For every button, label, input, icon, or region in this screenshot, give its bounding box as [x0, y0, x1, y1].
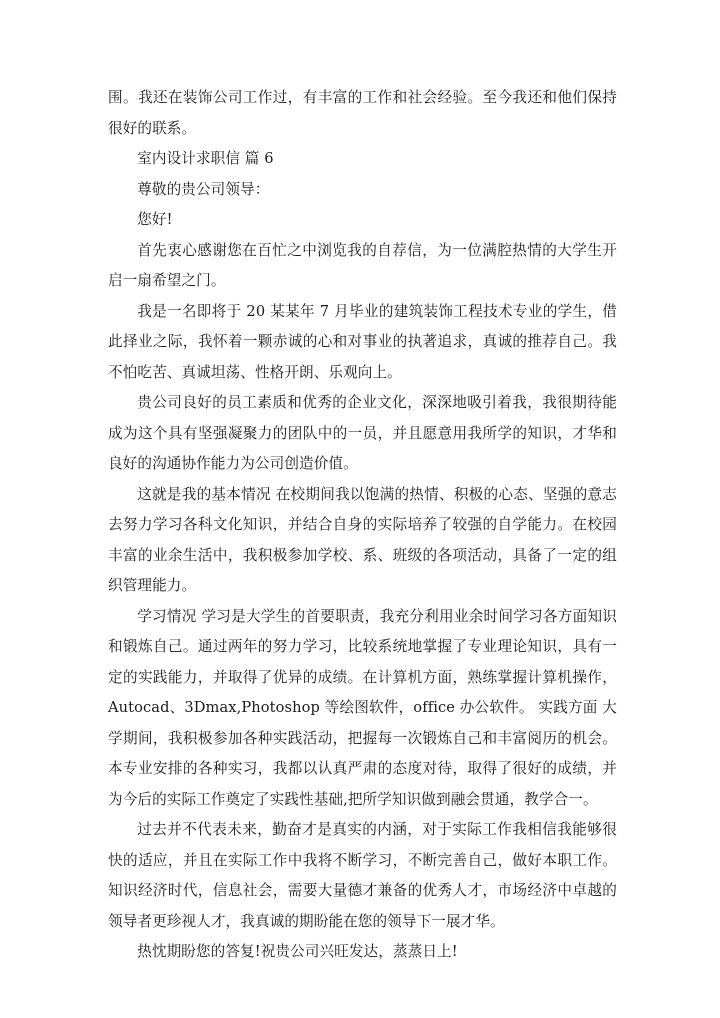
paragraph-study: 学习情况 学习是大学生的首要职责，我充分利用业余时间学习各方面知识和锻炼自己。通过两年的努力学习，比较系统地掌握了专业理论知识，具有一定的实践能力，并取得了优异的成绩。在计算机方面，熟练掌握计算机操作，Autocad、3Dmax,Photoshop 等绘图软件，office 办公软件。 实践方面 大学期间，我积极参加各种实践活动，把握每一次锻炼自己和丰富阅历的机会。本专业安排的各种实习，我都以认真严肃的态度对待，取得了很好的成绩，并为今后的实际工作奠定了实践性基础,把所学知识做到融会贯通，教学合一。 [108, 607, 617, 808]
paragraph-background: 这就是我的基本情况 在校期间我以饱满的热情、积极的心态、坚强的意志去努力学习各科文化知识，并结合自身的实际培养了较强的自学能力。在校园丰富的业余生活中，我积极参加学校、系、班级的各项活动，具备了一定的组织管理能力。 [108, 485, 617, 594]
paragraph-company: 贵公司良好的员工素质和优秀的企业文化，深深地吸引着我，我很期待能成为这个具有坚强凝聚力的团队中的一员，并且愿意用我所学的知识，才华和良好的沟通协作能力为公司创造价值。 [108, 394, 617, 472]
letter-salutation: 尊敬的贵公司领导： [137, 180, 270, 198]
letter-heading: 室内设计求职信 篇 6 [137, 150, 274, 167]
paragraph-future: 过去并不代表未来，勤奋才是真实的内涵，对于实际工作我相信我能够很快的适应，并且在实际工作中我将不断学习，不断完善自己，做好本职工作。知识经济时代，信息社会，需要大量德才兼备的优秀人才，市场经济中卓越的领导者更珍视人才，我真诚的期盼能在您的领导下一展才华。 [108, 821, 617, 930]
document-body [108, 83, 617, 968]
letter-greeting: 您好! [137, 211, 173, 228]
paragraph-continuation: 围。我还在装饰公司工作过，有丰富的工作和社会经验。至今我还和他们保持很好的联系。 [108, 89, 617, 137]
paragraph-thanks: 首先衷心感谢您在百忙之中浏览我的自荐信，为一位满腔热情的大学生开启一扇希望之门。 [108, 241, 617, 289]
paragraph-introduction: 我是一名即将于 20 某某年 7 月毕业的建筑装饰工程技术专业的学生，借此择业之际，我怀着一颗赤诚的心和对事业的执著追求，真诚的推荐自己。我不怕吃苦、真诚坦荡、性格开朗、乐观向上。 [108, 302, 617, 381]
paragraph-closing: 热忱期盼您的答复!祝贵公司兴旺发达，蒸蒸日上! [137, 943, 458, 960]
